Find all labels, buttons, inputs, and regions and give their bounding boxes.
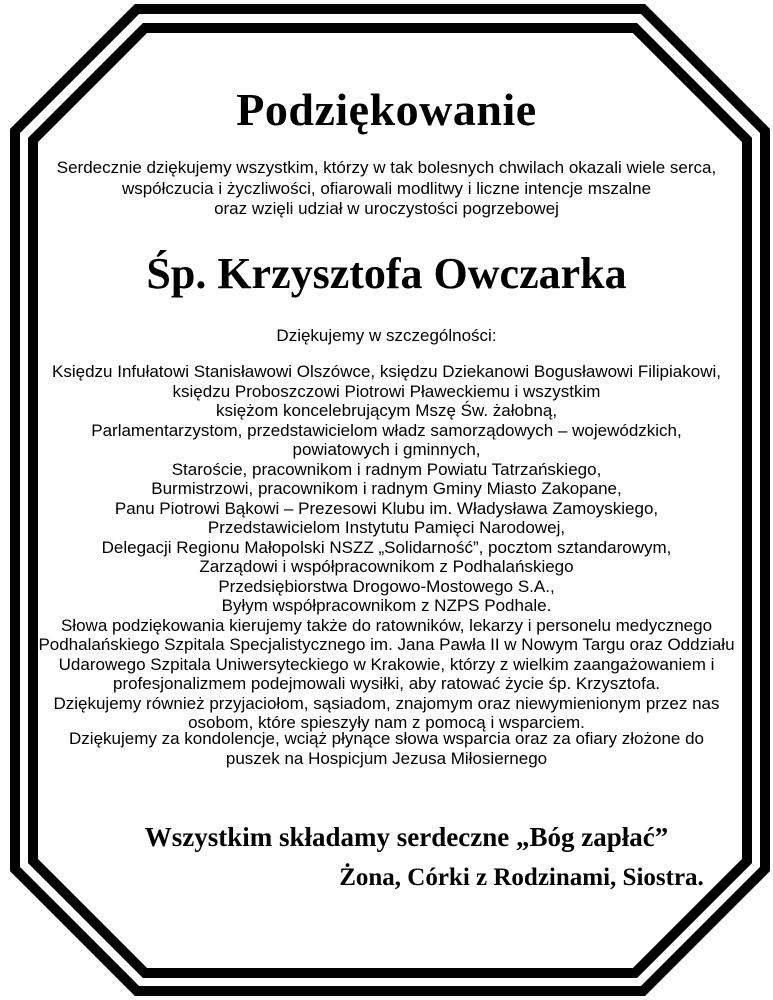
thanks-line: księdzu Proboszczowi Piotrowi Pławeckiemu i wszystkim	[172, 381, 601, 401]
intro-line: oraz wzięli udział w uroczystości pogrzebowej	[214, 199, 559, 218]
closing-statement: Wszystkim składamy serdeczne „Bóg zapłać”	[144, 822, 669, 852]
thanks-subheading: Dziękujemy w szczególności:	[276, 326, 497, 345]
thanks-line: profesjonalizmem podejmowali wysiłki, aby ratować życie śp. Krzysztofa.	[112, 674, 661, 693]
thanks-line: Przedstawicielom Instytutu Pamięci Narodowej,	[207, 518, 566, 537]
thanks-line: Słowa podziękowania kierujemy także do ratowników, lekarzy i personelu medycznego	[60, 615, 713, 635]
thanks-line: Dziękujemy również przyjaciołom, sąsiadom, znajomym oraz niewymienionym przez nas	[53, 693, 720, 713]
intro-line: Serdecznie dziękujemy wszystkim, którzy w tak bolesnych chwilach okazali wiele serca,	[56, 158, 717, 177]
thanks-line: Udarowego Szpitala Uniwersyteckiego w Krakowie, którzy z wielkim zaangażowaniem i	[58, 654, 715, 674]
thanks-line: Staroście, pracownikom i radnym Powiatu Tatrzańskiego,	[171, 459, 602, 479]
thanks-line: Księdzu Infułatowi Stanisławowi Olszówce, księdzu Dziekanowi Bogusławowi Filipiakowi,	[52, 362, 721, 381]
thanks-list	[36, 362, 737, 733]
thanks-line: Burmistrzowi, pracownikom i radnym Gminy Miasto Zakopane,	[151, 479, 622, 498]
thanks-line: Przedsiębiorstwa Drogowo-Mostowego S.A.,	[218, 576, 555, 596]
thanks-line: Parlamentarzystom, przedstawicielom władz samorządowych – wojewódzkich,	[91, 420, 682, 440]
thanks-line: Delegacji Regionu Małopolski NSZZ „Solidarność”, pocztom sztandarowym,	[101, 537, 672, 557]
thanks-line: Podhalańskiego Szpitala Specjalistycznego im. Jana Pawła II w Nowym Targu oraz Oddziału	[38, 635, 735, 654]
condolence-line: Dziękujemy za kondolencje, wciąż płynące słowa wsparcia oraz za ofiary złożone do	[69, 729, 704, 748]
thanks-line: osobom, które spieszyły nam z pomocą i wsparciem.	[188, 713, 585, 732]
thanks-line: Panu Piotrowi Bąkowi – Prezesowi Klubu im. Władysława Zamoyskiego,	[114, 498, 659, 518]
thanks-line: powiatowych i gminnych,	[292, 440, 481, 459]
condolence-paragraph	[36, 729, 737, 768]
intro-line: współczucia i życzliwości, ofiarowali modlitwy i liczne intencje mszalne	[121, 178, 652, 198]
thanks-line: Zarządowi i współpracownikom z Podhalańskiego	[199, 557, 574, 576]
deceased-name: Śp. Krzysztofa Owczarka	[146, 249, 627, 298]
thanks-line: księżom koncelebrującym Mszę Św. żałobną,	[215, 401, 558, 420]
thanks-line: Byłym współpracownikom z NZPS Podhale.	[221, 596, 552, 615]
notice-title: Podziękowanie	[236, 84, 537, 135]
intro-paragraph	[36, 158, 737, 220]
family-signature: Żona, Córki z Rodzinami, Siostra.	[339, 864, 704, 891]
condolence-line: puszek na Hospicjum Jezusa Miłosiernego	[225, 748, 548, 768]
